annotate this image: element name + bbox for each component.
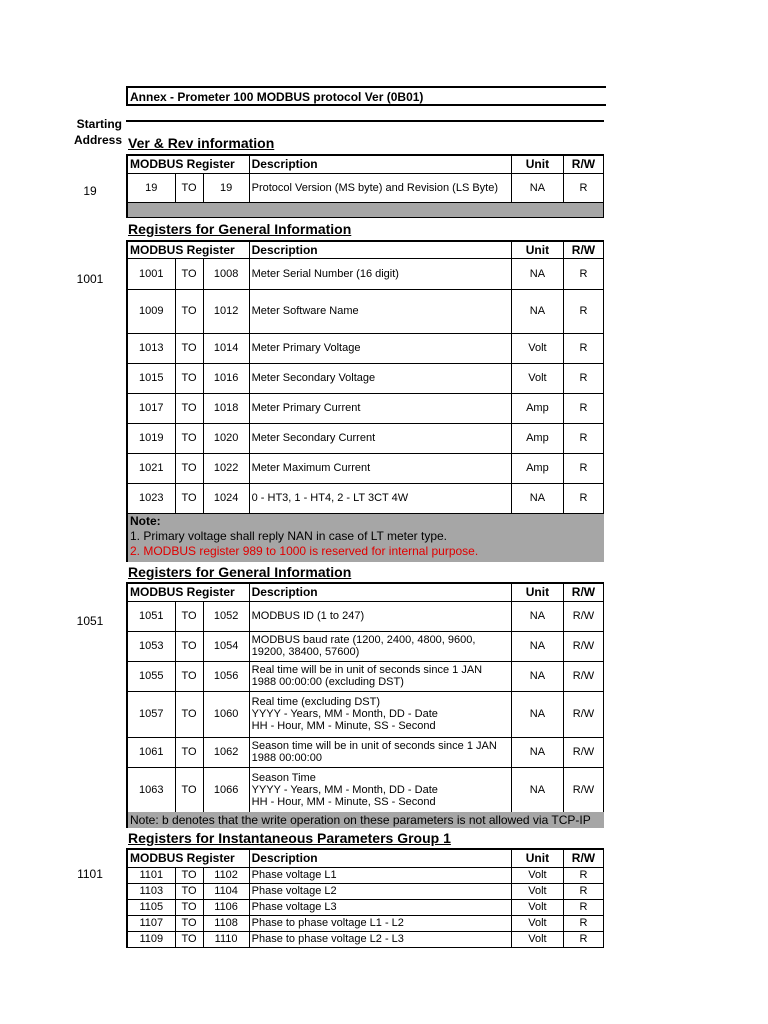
col-unit: Unit [511,583,563,601]
col-description: Description [249,849,511,867]
reg-to-label: TO [175,767,203,813]
reg-unit: Volt [511,363,563,393]
reg-to-label: TO [175,931,203,947]
section-title: Registers for Instantaneous Parameters Group 1 [128,830,451,846]
reg-unit: Amp [511,393,563,423]
col-rw: R/W [563,849,603,867]
note-box: Note: b denotes that the write operation on these parameters is not allowed via TCP-IP [126,812,604,828]
reg-desc: MODBUS ID (1 to 247) [249,601,511,631]
reg-rw: R [563,915,603,931]
divider [126,120,604,122]
reg-rw: R/W [563,767,603,813]
col-description: Description [249,583,511,601]
reg-to: 1108 [203,915,249,931]
section-title: Registers for General Information [128,564,352,580]
table-header [127,583,604,601]
reg-to-label: TO [175,333,203,363]
reg-to: 1110 [203,931,249,947]
reg-unit: Amp [511,453,563,483]
table-row [127,867,604,883]
reg-to-label: TO [175,601,203,631]
col-rw: R/W [563,583,603,601]
reg-from: 1055 [127,661,175,691]
table-row [127,173,604,203]
table-row [127,915,604,931]
table-header [127,241,604,258]
starting-address-label: Starting Address [73,117,122,147]
table-header [127,849,604,867]
reg-to: 1014 [203,333,249,363]
reg-from: 1021 [127,453,175,483]
reg-desc: Meter Secondary Voltage [249,363,511,393]
reg-to: 1012 [203,289,249,333]
reg-rw: R/W [563,631,603,661]
reg-to-label: TO [175,393,203,423]
reg-rw: R/W [563,661,603,691]
reg-rw: R [563,423,603,453]
col-unit: Unit [511,849,563,867]
reg-from: 1013 [127,333,175,363]
reg-rw: R [563,899,603,915]
reg-from: 1057 [127,691,175,737]
section-title: Ver & Rev information [128,135,275,151]
reg-to: 1016 [203,363,249,393]
table-row [127,883,604,899]
reg-unit: NA [511,691,563,737]
reg-desc: MODBUS baud rate (1200, 2400, 4800, 9600, 19200, 38400, 57600) [249,631,511,661]
reg-unit: NA [511,483,563,513]
reg-desc: Phase voltage L1 [249,867,511,883]
reg-unit: Volt [511,915,563,931]
col-rw: R/W [563,155,603,173]
reg-desc: Meter Serial Number (16 digit) [249,258,511,289]
reg-unit: Volt [511,899,563,915]
reg-to: 1066 [203,767,249,813]
reg-desc: 0 - HT3, 1 - HT4, 2 - LT 3CT 4W [249,483,511,513]
table-row [127,691,604,737]
reg-to: 1106 [203,899,249,915]
col-unit: Unit [511,155,563,173]
reg-desc: Meter Secondary Current [249,423,511,453]
reg-to: 1104 [203,883,249,899]
reg-desc: Meter Primary Voltage [249,333,511,363]
reg-unit: NA [511,737,563,767]
reg-rw: R [563,453,603,483]
reg-unit: NA [511,767,563,813]
table-row [127,601,604,631]
table-row [127,289,604,333]
table-row [127,631,604,661]
reg-to: 1062 [203,737,249,767]
reg-rw: R [563,173,603,203]
start-address: 1001 [76,272,104,286]
reg-unit: NA [511,631,563,661]
reg-desc: Real time will be in unit of seconds since 1 JAN 1988 00:00:00 (excluding DST) [249,661,511,691]
reg-unit: Volt [511,867,563,883]
reg-unit: NA [511,601,563,631]
reg-to: 1052 [203,601,249,631]
reg-to: 1060 [203,691,249,737]
reg-from: 1015 [127,363,175,393]
table-row [127,483,604,513]
col-register: MODBUS Register [127,241,249,258]
reg-unit: NA [511,289,563,333]
table-row [127,363,604,393]
reg-to-label: TO [175,661,203,691]
reg-to-label: TO [175,173,203,203]
reg-desc: Meter Primary Current [249,393,511,423]
col-unit: Unit [511,241,563,258]
reg-to-label: TO [175,883,203,899]
sheet-title: Annex - Prometer 100 MODBUS protocol Ver (0B01) [126,86,606,106]
reg-rw: R [563,931,603,947]
reg-from: 1023 [127,483,175,513]
reg-desc: Real time (excluding DST) YYYY - Years, MM - Month, DD - Date HH - Hour, MM - Minute, SS - Second [249,691,511,737]
reg-from: 1103 [127,883,175,899]
reg-desc: Meter Maximum Current [249,453,511,483]
section-title: Registers for General Information [128,221,352,237]
col-register: MODBUS Register [127,583,249,601]
reg-from: 1001 [127,258,175,289]
reg-rw: R [563,883,603,899]
start-address: 1051 [76,614,104,628]
reg-from: 1019 [127,423,175,453]
register-table [126,154,604,204]
table-row [127,393,604,423]
reg-unit: NA [511,258,563,289]
reg-to-label: TO [175,289,203,333]
table-row [127,258,604,289]
reg-desc: Phase to phase voltage L1 - L2 [249,915,511,931]
reg-to: 1018 [203,393,249,423]
reg-rw: R [563,289,603,333]
col-description: Description [249,241,511,258]
col-rw: R/W [563,241,603,258]
table-row [127,333,604,363]
reg-to: 1024 [203,483,249,513]
reg-to-label: TO [175,483,203,513]
reg-from: 1109 [127,931,175,947]
reg-rw: R [563,483,603,513]
table-header [127,155,604,173]
reg-desc: Meter Software Name [249,289,511,333]
reg-desc: Phase voltage L2 [249,883,511,899]
reg-to: 1022 [203,453,249,483]
reg-to: 1020 [203,423,249,453]
table-row [127,453,604,483]
reg-desc: Season Time YYYY - Years, MM - Month, DD - Date HH - Hour, MM - Minute, SS - Second [249,767,511,813]
note-box [126,514,604,562]
table-row [127,737,604,767]
col-description: Description [249,155,511,173]
reg-rw: R/W [563,737,603,767]
reg-desc: Protocol Version (MS byte) and Revision (LS Byte) [249,173,511,203]
reg-from: 1061 [127,737,175,767]
reg-to-label: TO [175,915,203,931]
reg-to-label: TO [175,899,203,915]
reg-rw: R [563,867,603,883]
note-line-warning: 2. MODBUS register 989 to 1000 is reserved for internal purpose. [130,544,479,558]
col-register: MODBUS Register [127,849,249,867]
reg-unit: Volt [511,883,563,899]
table-row [127,767,604,813]
reg-rw: R [563,258,603,289]
reg-unit: NA [511,173,563,203]
reg-desc: Season time will be in unit of seconds since 1 JAN 1988 00:00:00 [249,737,511,767]
reg-unit: Volt [511,931,563,947]
reg-to-label: TO [175,453,203,483]
reg-rw: R [563,363,603,393]
reg-to: 19 [203,173,249,203]
reg-rw: R/W [563,601,603,631]
reg-to: 1008 [203,258,249,289]
reg-to-label: TO [175,363,203,393]
col-register: MODBUS Register [127,155,249,173]
reg-from: 1101 [127,867,175,883]
start-address: 1101 [77,867,103,881]
register-table [126,582,604,814]
table-row [127,423,604,453]
reg-desc: Phase to phase voltage L2 - L3 [249,931,511,947]
reg-from: 1017 [127,393,175,423]
table-row [127,931,604,947]
reg-to-label: TO [175,631,203,661]
reg-unit: NA [511,661,563,691]
note-heading: Note: [130,514,161,528]
reg-to-label: TO [175,691,203,737]
reg-from: 1009 [127,289,175,333]
note-line: 1. Primary voltage shall reply NAN in case of LT meter type. [130,529,448,543]
reg-from: 1105 [127,899,175,915]
reg-rw: R/W [563,691,603,737]
separator-band [126,202,604,218]
reg-to-label: TO [175,423,203,453]
reg-rw: R [563,393,603,423]
reg-unit: Volt [511,333,563,363]
reg-from: 1063 [127,767,175,813]
reg-from: 1051 [127,601,175,631]
reg-from: 1053 [127,631,175,661]
reg-to: 1054 [203,631,249,661]
reg-to: 1056 [203,661,249,691]
reg-to-label: TO [175,258,203,289]
start-address: 19 [83,184,97,198]
reg-from: 1107 [127,915,175,931]
reg-unit: Amp [511,423,563,453]
register-table [126,240,604,514]
table-row [127,661,604,691]
reg-desc: Phase voltage L3 [249,899,511,915]
reg-to-label: TO [175,867,203,883]
reg-rw: R [563,333,603,363]
table-row [127,899,604,915]
register-table [126,848,604,948]
reg-to-label: TO [175,737,203,767]
reg-to: 1102 [203,867,249,883]
reg-from: 19 [127,173,175,203]
